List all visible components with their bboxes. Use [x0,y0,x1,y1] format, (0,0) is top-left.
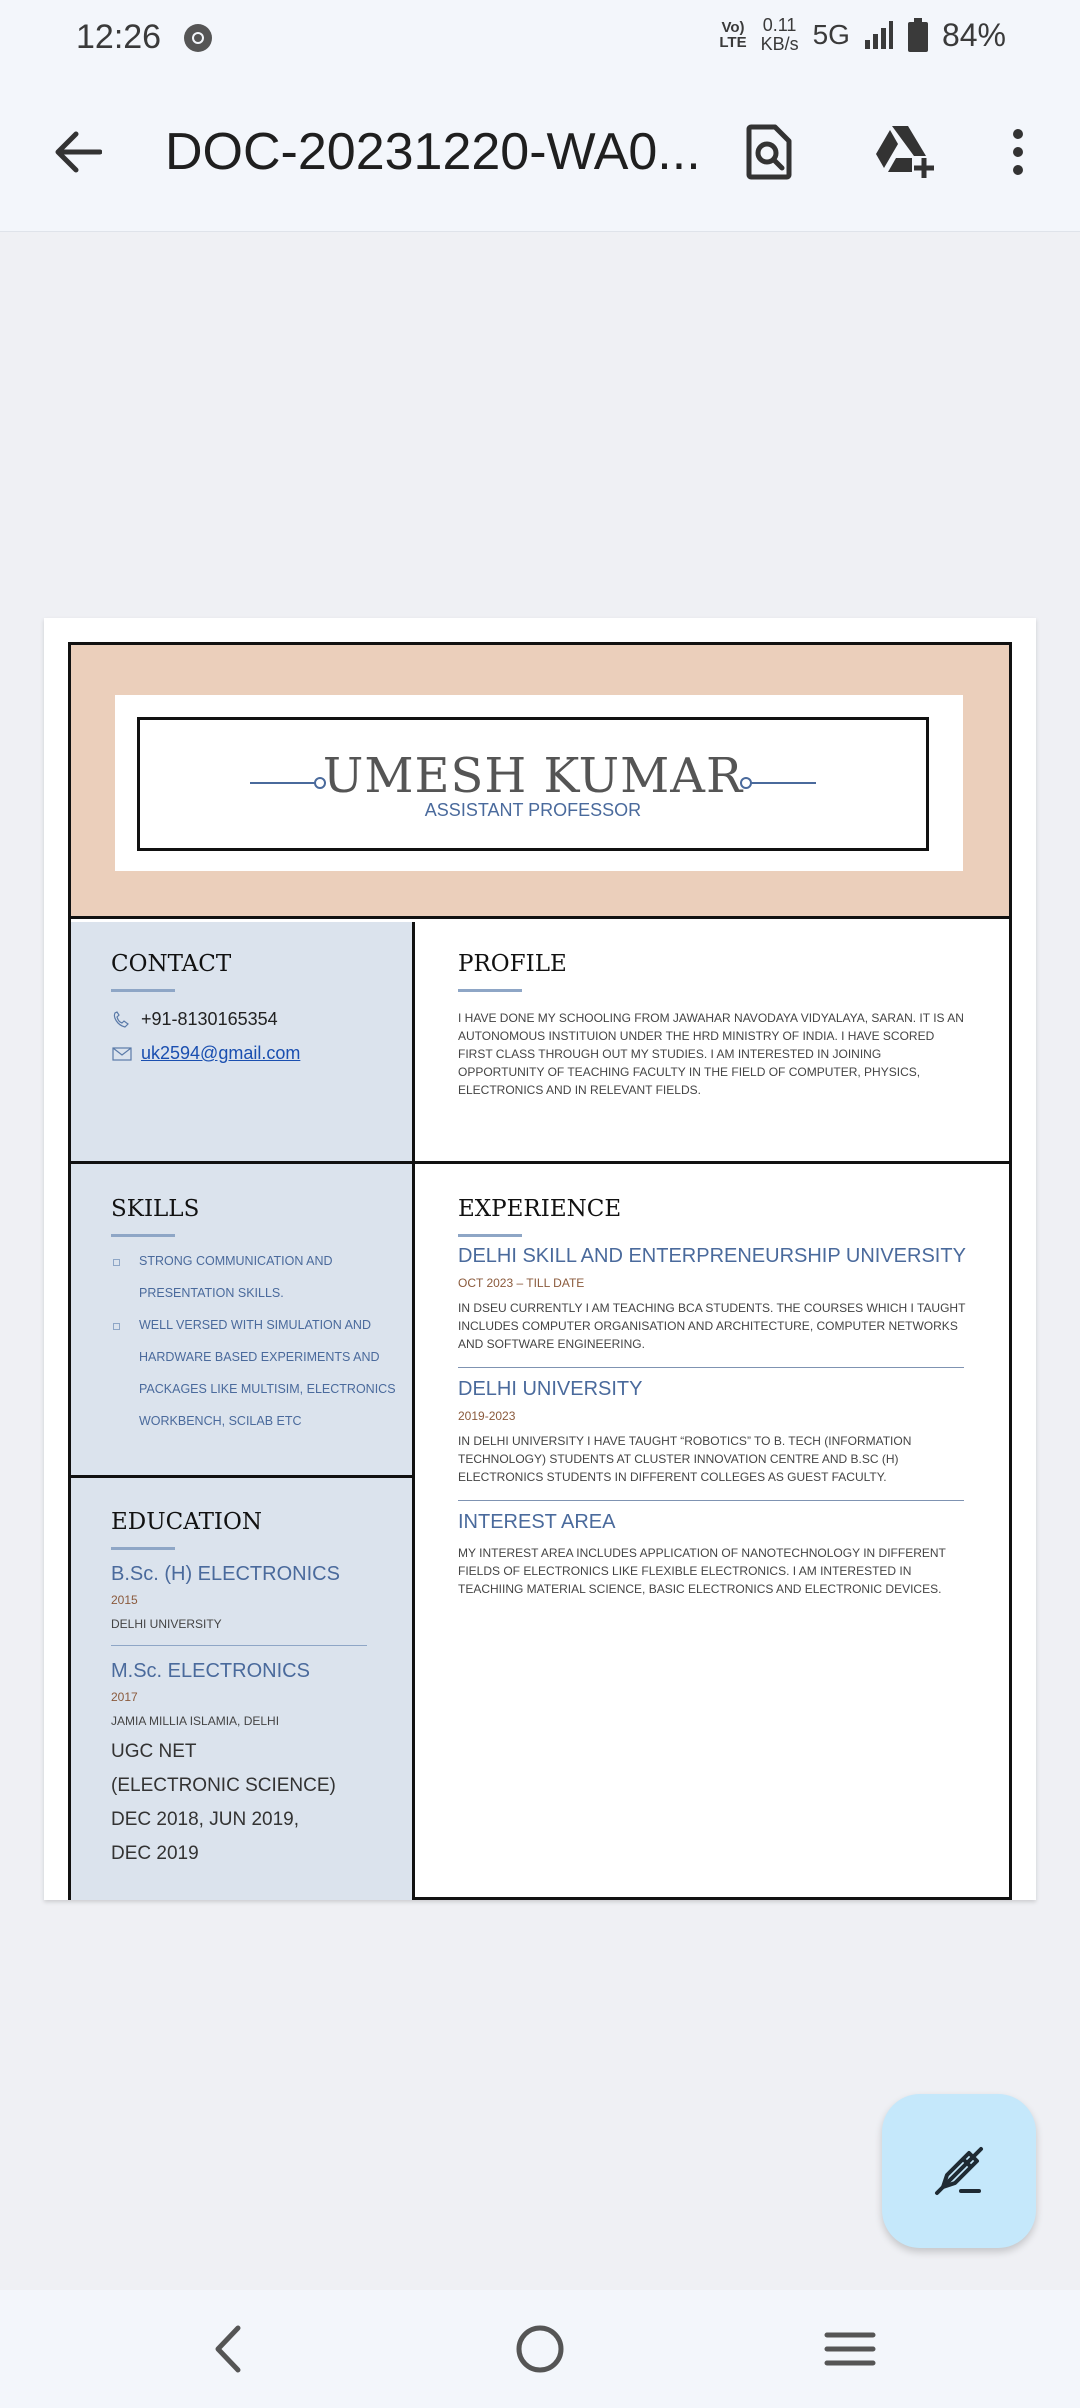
profile-text: I HAVE DONE MY SCHOOLING FROM JAWAHAR NAVODAYA VIDYALAYA, SARAN. IT IS AN AUTONOMOUS INSTITUION UNDER THE HRD MINISTRY OF INDIA. I HAVE SCORED FIRST CLASS THROUGH OUT MY STUDIES. I AM INTERESTED IN JOINING OPPORTUNITY OF TEACHING FACULTY IN THE FIELD OF COMPUTER, PHYSICS, ELECTRONICS AND IN RELEVANT FIELDS. [458,1011,964,1097]
volte-bottom-text: LTE [719,34,747,51]
status-bar [0,0,1080,80]
nav-recents-button[interactable] [810,2312,890,2386]
app-bar [0,80,1080,232]
skill-item: STRONG COMMUNICATION AND PRESENTATION SKILLS. [111,1245,401,1309]
exp-separator-2 [458,1500,964,1501]
edu-net-line: DEC 2018, JUN 2019, [111,1809,299,1830]
search-in-document-button[interactable] [738,120,802,184]
profile-title: PROFILE [458,951,567,977]
row-divider-1 [71,1161,1009,1164]
contact-phone [111,1009,278,1030]
network-speed-value: 0.11 [762,15,797,35]
edu-net-line: DEC 2019 [111,1843,199,1864]
edu-degree-1: B.Sc. (H) ELECTRONICS [111,1563,340,1585]
skills-underline [111,1234,175,1237]
system-nav-bar [0,2290,1080,2408]
edu-institution-1: DELHI UNIVERSITY [111,1617,222,1631]
exp-heading-2: DELHI UNIVERSITY [458,1378,643,1400]
document-title: DOC-20231220-WA0... [165,123,701,181]
edu-year-2: 2017 [111,1690,138,1704]
more-options-button[interactable] [986,120,1050,184]
more-vert-icon [1011,128,1025,176]
education-title: EDUCATION [111,1509,262,1535]
edu-net [111,1735,336,1871]
email-link[interactable]: uk2594@gmail.com [141,1043,301,1063]
edu-institution-2: JAMIA MILLIA ISLAMIA, DELHI [111,1714,280,1728]
row-divider-2 [71,1475,415,1478]
back-arrow-icon [54,130,102,174]
network-speed [761,16,799,54]
back-button[interactable] [44,118,112,186]
add-to-drive-button[interactable] [866,120,944,184]
edu-net-line: UGC NET [111,1741,197,1762]
battery-percent: 84% [941,16,1006,53]
status-time: 12:26 [76,18,162,56]
name-box [137,717,929,851]
battery-icon [908,18,928,52]
contact-title: CONTACT [111,951,232,977]
edit-pen-icon [929,2141,989,2201]
skills-list [111,1245,401,1437]
skill-item: WELL VERSED WITH SIMULATION AND HARDWARE BASED EXPERIMENTS AND PACKAGES LIKE MULTISIM, ELECTRONICS WORKBENCH, SCILAB ETC [111,1309,401,1437]
exp-text-3: MY INTEREST AREA INCLUDES APPLICATION OF NANOTECHNOLOGY IN DIFFERENT FIELDS OF ELECTRONICS LIKE FLEXIBLE ELECTRONICS. I AM INTERESTED IN TEACHIING MATERIAL SCIENCE, BASIC ELECTRONICS AND ELECTRONIC DEVICES. [458,1546,946,1596]
resume [68,642,1012,1900]
chrome-notification-icon [182,22,214,54]
edu-separator [111,1645,367,1646]
nav-home-icon [514,2323,566,2375]
resume-role: ASSISTANT PROFESSOR [424,800,642,820]
edu-year-1: 2015 [111,1593,138,1607]
nav-home-button[interactable] [500,2312,580,2386]
exp-heading-1: DELHI SKILL AND ENTERPRENEURSHIP UNIVERSITY [458,1245,966,1267]
document-page[interactable] [44,618,1036,1900]
volte-icon [719,20,746,50]
header-panel [115,695,963,871]
nav-back-button[interactable] [188,2312,268,2386]
contact-phone-text: +91-8130165354 [141,1009,278,1029]
exp-separator-1 [458,1367,964,1368]
exp-date-1: OCT 2023 – TILL DATE [458,1276,585,1290]
search-in-document-icon [745,123,795,181]
exp-text-1: IN DSEU CURRENTLY I AM TEACHING BCA STUDENTS. THE COURSES WHICH I TAUGHT INCLUDES COMPUTER ORGANISATION AND ARCHITECTURE, COMPUTER NETWORKS AND SOFTWARE ENGINEERING. [458,1301,966,1351]
education-underline [111,1547,175,1550]
resume-name: UMESH KUMAR [322,748,744,804]
exp-date-2: 2019-2023 [458,1409,516,1423]
email-icon [111,1045,133,1063]
exp-heading-3: INTEREST AREA [458,1511,616,1533]
contact-underline [111,989,175,992]
resume-header [71,645,1009,919]
contact-email [111,1043,300,1064]
profile-underline [458,989,522,992]
volte-top-text: Vo) [721,19,745,36]
edu-net-line: (ELECTRONIC SCIENCE) [111,1775,336,1796]
network-speed-unit: KB/s [760,34,799,54]
experience-title: EXPERIENCE [458,1196,622,1222]
network-type: 5G [812,19,850,50]
experience-underline [458,1234,522,1237]
phone-icon [111,1011,133,1029]
signal-bars-icon [864,20,894,50]
exp-text-2: IN DELHI UNIVERSITY I HAVE TAUGHT “ROBOTICS” TO B. TECH (INFORMATION TECHNOLOGY) STUDENTS AT CLUSTER INNOVATION CENTRE AND B.SC (H) ELECTRONICS STUDENTS IN DIFFERENT COLLEGES AS GUEST FACULTY. [458,1434,912,1484]
status-indicators [719,16,1006,54]
edit-fab[interactable] [882,2094,1036,2248]
skills-title: SKILLS [111,1196,200,1222]
nav-recents-icon [823,2329,877,2369]
nav-back-icon [208,2324,248,2374]
edu-degree-2: M.Sc. ELECTRONICS [111,1660,310,1682]
add-to-drive-icon [872,124,938,180]
